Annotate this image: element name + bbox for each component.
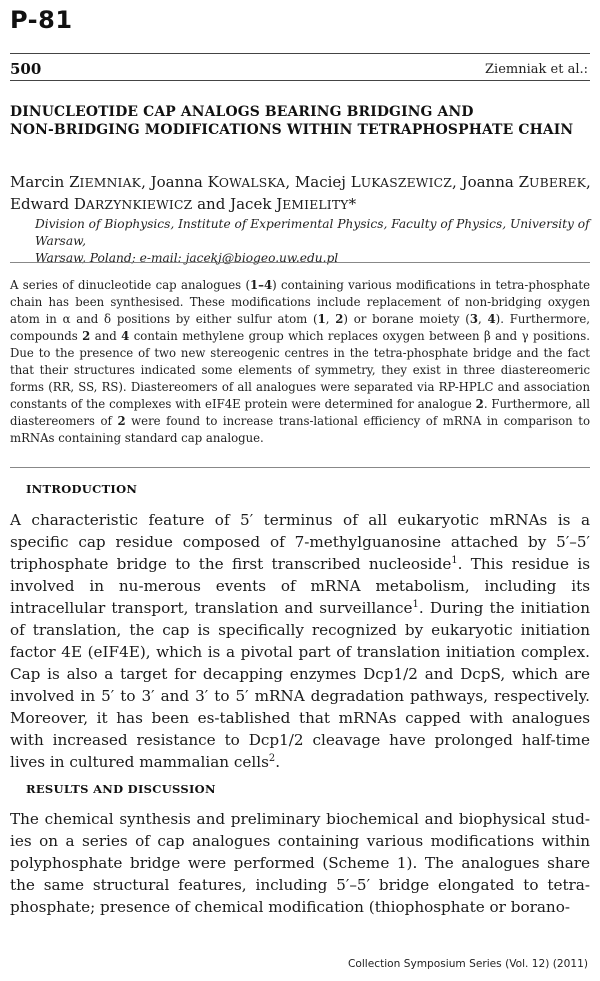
- title-line-2: NON-BRIDGING MODIFICATIONS WITHIN TETRAPHOSPHATE CHAIN: [10, 122, 574, 138]
- affiliation-line-2: Warsaw, Poland; e-mail: jacekj@biogeo.uw.edu.pl: [35, 251, 339, 265]
- header-rule: [10, 80, 590, 81]
- affiliation-line-1: Division of Biophysics, Institute of Experimental Physics, Faculty of Physics, University of Warsaw,: [35, 217, 590, 248]
- results-text: The chemical synthesis and preliminary biochemical and biophysical stud-ies on a series of cap analogues containing various modifications within polyphosphate bridge were performed (Scheme 1). The analogues share the same structural features, including 5′–5′ bridge elongated to tetra-phosphate; presence of chemical modification (thiophosphate or borano-: [10, 810, 590, 916]
- section-heading-introduction: INTRODUCTION: [26, 482, 138, 496]
- paper-title: [10, 103, 595, 139]
- abstract-bottom-rule: [10, 467, 590, 468]
- top-rule: [10, 53, 590, 54]
- running-head: Ziemniak et al.:: [485, 62, 588, 77]
- citation-1: 1: [451, 554, 458, 566]
- footer-citation: Collection Symposium Series (Vol. 12) (2011): [347, 958, 588, 970]
- paper-code: P-81: [10, 6, 73, 34]
- section-heading-results: RESULTS AND DISCUSSION: [26, 782, 216, 796]
- title-line-1: DINUCLEOTIDE CAP ANALOGS BEARING BRIDGING AND: [10, 104, 474, 120]
- affiliation: [35, 216, 595, 267]
- page-number: 500: [10, 60, 42, 78]
- author-line-1: Marcin ZIEMNIAK, Joanna KOWALSKA, Maciej LUKASZEWICZ, Joanna ZUBEREK,: [10, 173, 591, 191]
- citation-3: 2: [268, 752, 276, 764]
- author-line-2: Edward DARZYNKIEWICZ and Jacek JEMIELITY*: [10, 195, 357, 213]
- abstract: A series of dinucleotide cap analogues (1–4) containing various modifications in tetra-phosphate chain has been synthesised. These modifications include replacement of non-bridging oxygen atom in α and δ positions by either sulfur atom (1, 2) or borane moiety (3, 4). Furthermore, compounds 2 and 4 contain methylene group which replaces oxygen between β and γ positions. Due to the presence of two new stereogenic centres in the tetra-phosphate bridge and the fact that their structures indicated some elements of symmetry, they exist in three diastereomeric forms (RR, SS, RS). Diastereomers of all analogues were separated via RP-HPLC and association constants of the complexes with eIF4E protein were determined for analogue 2. Furthermore, all diastereomers of 2 were found to increase trans-lational efficiency of mRNA in comparison to mRNAs containing standard cap analogue.: [10, 278, 594, 445]
- citation-2: 1: [412, 598, 419, 610]
- author-list: [10, 172, 595, 216]
- abstract-top-rule: [10, 262, 590, 263]
- introduction-text: A characteristic feature of 5′ terminus of all eukaryotic mRNAs is a specific cap residue composed of 7-methylguanosine attached by 5′–5′ triphosphate bridge to the first transcribed nucleoside$^1$. This residue is involved in nu-merous events of mRNA metabolism, including its intracellular transport, translation and surveillance$^1$. During the initiation of translation, the cap is specifically recognized by eukaryotic initiation factor 4E (eIF4E), which is a pivotal part of translation initiation complex. Cap is also a target for decapping enzymes Dcp1/2 and DcpS, which are involved in 5′ to 3′ and 3′ to 5′ mRNA degradation pathways, respectively. Moreover, it has been es-tablished that mRNAs capped with analogues with increased resistance to Dcp1/2 cleavage have prolonged half-time lives in cultured mammalian cells$^2$.: [10, 511, 595, 771]
